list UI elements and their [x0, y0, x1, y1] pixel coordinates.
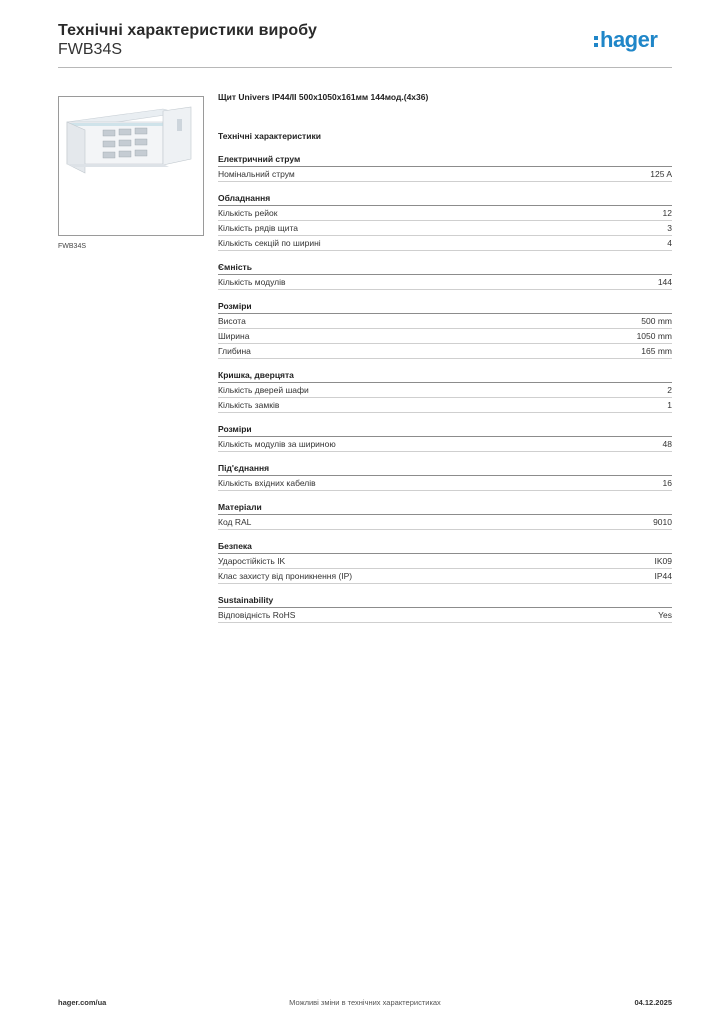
- spec-group-title: Безпека: [218, 540, 672, 554]
- spec-row: [218, 554, 672, 569]
- page-title: Технічні характеристики виробу: [58, 22, 317, 39]
- spec-label: Ударостійкість IK: [218, 556, 286, 566]
- spec-value: 1: [667, 400, 672, 410]
- spec-value: 500 mm: [641, 316, 672, 326]
- spec-value: 144: [657, 277, 672, 287]
- spec-label: Глибина: [218, 346, 251, 356]
- spec-group-title: Електричний струм: [218, 153, 672, 167]
- spec-row: [218, 221, 672, 236]
- spec-row: [218, 515, 672, 530]
- spec-value: 4: [667, 238, 672, 248]
- spec-groups: [218, 153, 672, 623]
- product-image: [58, 96, 204, 236]
- spec-label: Кількість дверей шафи: [218, 385, 309, 395]
- spec-label: Висота: [218, 316, 246, 326]
- spec-group-title: Обладнання: [218, 192, 672, 206]
- spec-label: Клас захисту від проникнення (IP): [218, 571, 353, 581]
- spec-value: Yes: [658, 610, 672, 620]
- spec-label: Кількість рядів щита: [218, 223, 298, 233]
- spec-row: [218, 437, 672, 452]
- spec-label: Кількість секцій по ширині: [218, 238, 321, 248]
- spec-row: [218, 476, 672, 491]
- spec-value: 9010: [653, 517, 672, 527]
- spec-group-title: Розміри: [218, 300, 672, 314]
- footer-notice: Можливі зміни в технічних характеристиках: [289, 998, 441, 1007]
- spec-group: [218, 501, 672, 530]
- spec-row: [218, 398, 672, 413]
- spec-group: [218, 300, 672, 359]
- spec-group-title: Sustainability: [218, 594, 672, 608]
- spec-group: [218, 192, 672, 251]
- spec-group: [218, 369, 672, 413]
- spec-label: Кількість модулів: [218, 277, 286, 287]
- logo-dots-icon: [594, 36, 598, 47]
- spec-value: IK09: [654, 556, 672, 566]
- spec-group-title: Матеріали: [218, 501, 672, 515]
- spec-value: 2: [667, 385, 672, 395]
- spec-group-title: Кришка, дверцята: [218, 369, 672, 383]
- spec-row: [218, 608, 672, 623]
- spec-group: [218, 540, 672, 584]
- spec-value: 1050 mm: [636, 331, 672, 341]
- spec-label: Кількість рейок: [218, 208, 278, 218]
- spec-value: 12: [662, 208, 672, 218]
- spec-row: [218, 569, 672, 584]
- header-divider: [58, 67, 672, 68]
- spec-group: [218, 261, 672, 290]
- spec-label: Кількість замків: [218, 400, 280, 410]
- spec-value: 16: [662, 478, 672, 488]
- spec-value: 48: [662, 439, 672, 449]
- product-code: FWB34S: [58, 41, 123, 58]
- spec-group: [218, 423, 672, 452]
- spec-row: [218, 344, 672, 359]
- spec-group: [218, 462, 672, 491]
- spec-row: [218, 383, 672, 398]
- spec-group-title: Під'єднання: [218, 462, 672, 476]
- spec-group: [218, 153, 672, 182]
- footer-website[interactable]: hager.com/ua: [58, 998, 107, 1007]
- spec-value: 165 mm: [641, 346, 672, 356]
- spec-group-title: Розміри: [218, 423, 672, 437]
- product-name: Щит Univers IP44/II 500x1050x161мм 144мод.(4x36): [218, 92, 429, 102]
- spec-value: IP44: [654, 571, 672, 581]
- spec-value: 3: [667, 223, 672, 233]
- spec-row: [218, 329, 672, 344]
- spec-label: Кількість вхідних кабелів: [218, 478, 316, 488]
- spec-label: Ширина: [218, 331, 250, 341]
- hager-logo: [594, 29, 657, 51]
- spec-label: Відповідність RoHS: [218, 610, 296, 620]
- spec-label: Кількість модулів за шириною: [218, 439, 336, 449]
- spec-label: Номінальний струм: [218, 169, 295, 179]
- spec-group: [218, 594, 672, 623]
- logo-text: hager: [600, 27, 658, 52]
- section-heading: Технічні характеристики: [218, 131, 321, 141]
- spec-row: [218, 206, 672, 221]
- spec-row: [218, 167, 672, 182]
- spec-value: 125 A: [650, 169, 672, 179]
- spec-row: [218, 314, 672, 329]
- spec-group-title: Ємність: [218, 261, 672, 275]
- spec-row: [218, 236, 672, 251]
- spec-row: [218, 275, 672, 290]
- spec-label: Код RAL: [218, 517, 252, 527]
- image-caption: FWB34S: [58, 243, 87, 250]
- specs-table: [218, 90, 672, 623]
- footer-date: 04.12.2025: [634, 998, 672, 1007]
- distribution-board-image: [59, 97, 203, 235]
